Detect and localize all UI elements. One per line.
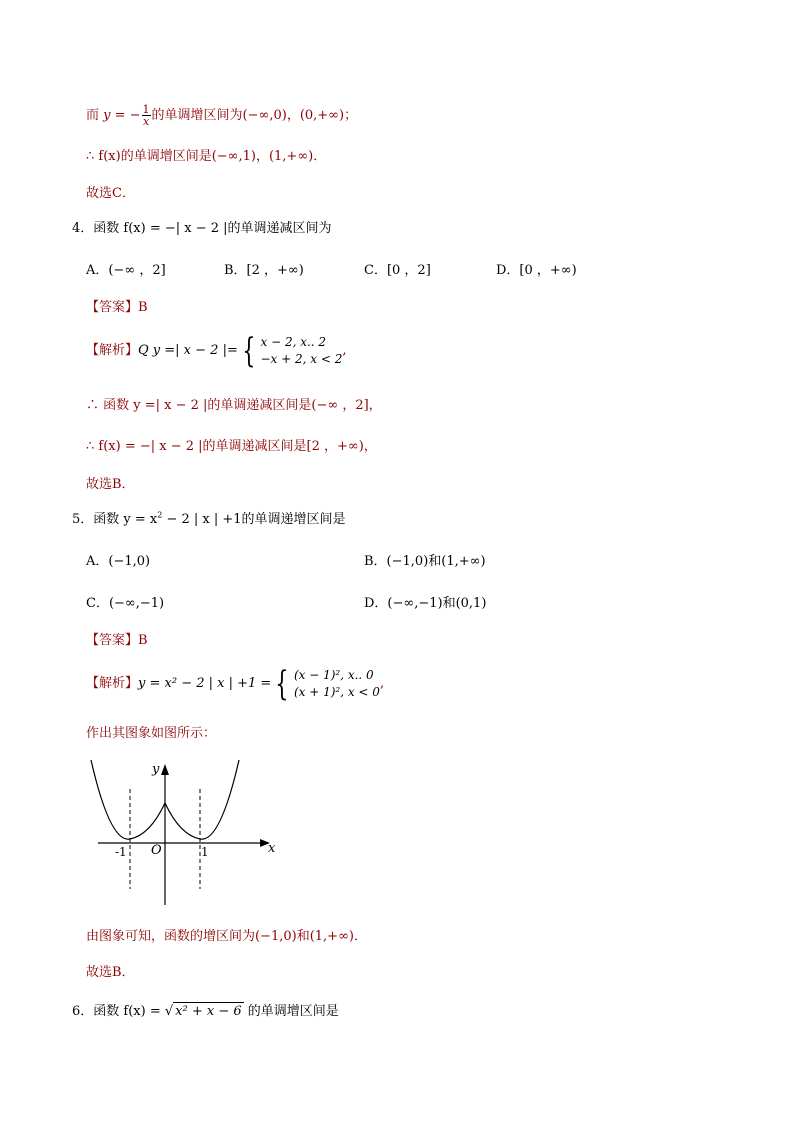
q4-option-d: D．[0 ，+∞): [496, 263, 577, 278]
tick-label-neg1: -1: [115, 845, 127, 859]
q5-case-1: (x − 1)², x.. 0: [293, 668, 374, 682]
q5-analysis-eq: y = x² − 2 | x | +1 =: [138, 676, 272, 691]
q5-conclusion: 由图象可知，函数的增区间为(−1,0)和(1,+∞)．: [86, 929, 367, 944]
sol3-line1-pre: 而: [86, 108, 104, 123]
q5-answer: [86, 632, 148, 650]
origin-label: O: [151, 843, 162, 858]
curve-right: [165, 760, 239, 839]
q4-analysis-eq: Q y =| x − 2 |=: [138, 343, 238, 358]
q5-graph-intro: 作出其图象如图所示：: [86, 726, 217, 741]
q5-analysis: [86, 664, 385, 704]
brace: {: [242, 331, 256, 371]
q6-stem-post: 的单调增区间是: [243, 1004, 339, 1019]
sol3-line1: [86, 104, 357, 127]
q4-analysis-post: ,: [342, 343, 347, 358]
tick-label-pos1: 1: [201, 845, 209, 859]
q4-line-b: ∴ f(x) = −| x − 2 |的单调递减区间是[2 ，+∞)，: [86, 439, 377, 454]
analysis-tag: 【解析】: [86, 343, 139, 358]
q4-case-1: x − 2, x.. 2: [260, 335, 327, 349]
answer-value: B: [138, 633, 148, 648]
q5-option-b: B．(−1,0)和(1,+∞): [364, 554, 486, 569]
fraction-denominator: x: [142, 115, 150, 128]
sol3-line2: ∴ f(x)的单调增区间是(−∞,1)，(1,+∞)．: [86, 149, 327, 164]
sol3-fraction: [142, 104, 151, 127]
answer-tag: 【答案】: [86, 633, 139, 648]
sol3-line3: 故选C．: [86, 186, 135, 201]
q4-option-a: A．(−∞ ，2]: [86, 263, 166, 278]
q5-option-a: A．(−1,0): [86, 554, 151, 569]
brace: {: [275, 664, 289, 704]
function-graph: [88, 755, 288, 913]
q4-line-a: ∴ 函数 y =| x − 2 |的单调递减区间是(−∞ ，2]，: [86, 398, 382, 413]
q4-analysis: [86, 331, 347, 371]
answer-tag: 【答案】: [86, 300, 139, 315]
sqrt-symbol: √: [164, 1004, 174, 1019]
q5-stem-post: − 2 | x | +1的单调递增区间是: [162, 512, 346, 527]
x-label: x: [268, 841, 276, 856]
q5-stem: [72, 511, 346, 529]
y-axis-arrow: [161, 764, 169, 775]
q5-case-2: (x + 1)², x < 0: [293, 685, 380, 699]
q6-stem: [72, 1002, 339, 1021]
q5-cases: [294, 667, 380, 701]
fraction-numerator: 1: [142, 103, 150, 116]
q4-option-c: C．[0 ，2]: [364, 263, 431, 278]
q4-stem: 4．函数 f(x) = −| x − 2 |的单调递减区间为: [72, 221, 332, 236]
q4-line-c: 故选B．: [86, 477, 135, 492]
q4-answer: [86, 299, 148, 317]
analysis-tag: 【解析】: [86, 676, 139, 691]
sol3-line1-eq: y = −: [103, 108, 141, 123]
q5-analysis-post: ,: [379, 676, 385, 691]
q4-cases: [261, 334, 343, 368]
answer-value: B: [138, 300, 148, 315]
y-label: y: [152, 762, 160, 777]
q5-stem-pre: 5．函数 y = x: [72, 512, 158, 527]
q6-radicand: x² + x − 6: [175, 1004, 242, 1019]
sol3-line1-post: 的单调增区间为(−∞,0)，(0,+∞)；: [151, 108, 358, 123]
q5-option-c: C．(−∞,−1): [86, 596, 165, 611]
q5-final: 故选B．: [86, 965, 135, 980]
q4-case-2: −x + 2, x < 2: [260, 352, 343, 366]
q5-option-d: D．(−∞,−1)和(0,1): [364, 596, 487, 611]
q4-option-b: B．[2 ，+∞): [224, 263, 304, 278]
q5-stem-sup: 2: [157, 510, 163, 520]
q6-stem-pre: 6．函数 f(x) =: [72, 1004, 165, 1019]
